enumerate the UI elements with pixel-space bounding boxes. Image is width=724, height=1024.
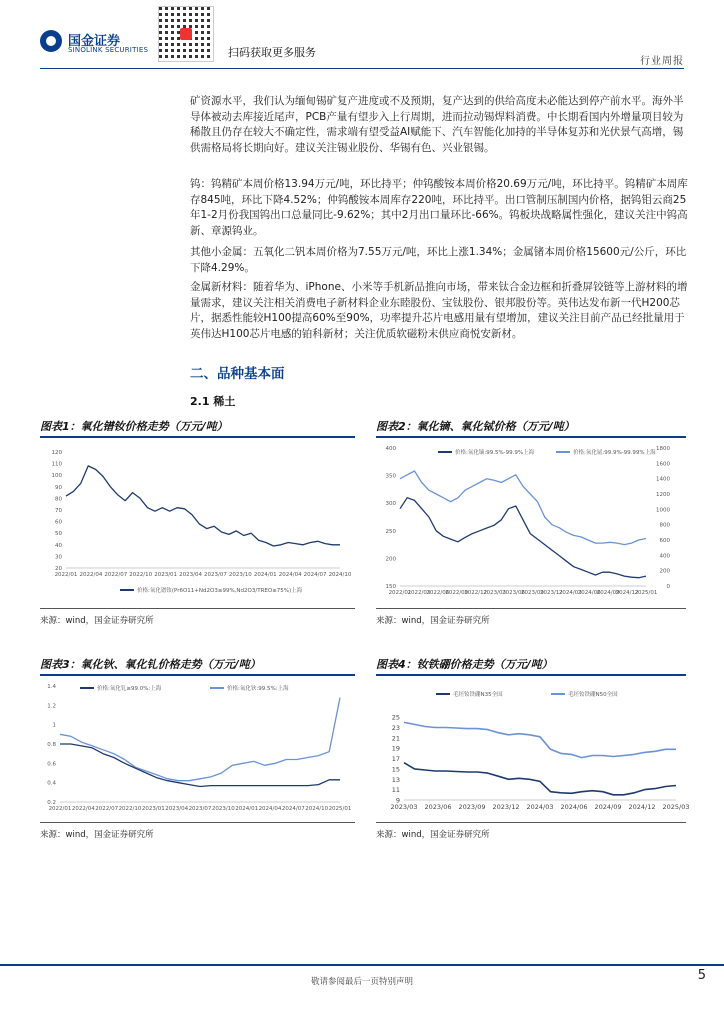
figure-1-source: 来源：wind，国金证券研究所: [40, 616, 154, 626]
y-right-tick-label: 200: [659, 568, 670, 575]
x-tick-label: 2023/10: [211, 806, 235, 812]
x-tick-label: 2023/06: [424, 803, 452, 811]
y-right-tick-label: 400: [659, 553, 670, 560]
x-tick-label: 2024/09: [596, 590, 620, 596]
y-right-tick-label: 1000: [656, 507, 670, 514]
y-tick-label: 60: [55, 519, 62, 526]
page-header: [0, 0, 724, 70]
paragraph-tin: 矿资源水平，我们认为缅甸锡矿复产进度或不及预期，复产达到的供给高度未必能达到停产前水平。海外半导体被动去库接近尾声，PCB产量有望步入上行周期，进而拉动锡焊料消费。中长期看国内外增量项目较为稀散且仍存在较大不确定性，需求端有望受益AI赋能下、汽车智能化加持的半导体复苏和光伏景气高增，锡供需格局将长期向好。建议关注锡业股份、华锡有色、兴业银锡。: [190, 95, 684, 154]
legend-ndfeb-n35-label: 毛坯钕铁硼N35全国: [453, 692, 503, 698]
x-tick-label: 2024/06: [577, 590, 601, 596]
x-tick-label: 2022/01: [54, 572, 78, 578]
y-tick-label: 23: [391, 724, 400, 733]
y-right-tick-label: 1400: [656, 476, 670, 483]
paragraph-tungsten: 钨：钨精矿本周价格13.94万元/吨，环比持平；仲钨酸铵本周价格20.69万元/吨，环比持平。钨精矿本周库存845吨，环比下降4.52%；仲钨酸铵本周库存220吨，环比持平。出口管制压制国内价格，据钨钼云商25年1-2月份我国钨出口总量同比-9.62%；其中2月出口量环比-66%。钨板块战略属性强化，建议关注中钨高新、章源钨业。: [190, 178, 688, 237]
x-tick-label: 2023/12: [492, 803, 520, 811]
legend-ho-oxide-label: 价格:氧化钬:99.5%:上海: [227, 686, 289, 692]
y-tick-label: 50: [55, 531, 62, 538]
y-right-tick-label: 1200: [656, 492, 670, 498]
y-tick-label: 11: [391, 786, 400, 795]
y-tick-label: 25: [391, 713, 400, 722]
x-tick-label: 2023/04: [165, 806, 189, 812]
y-left-tick-label: 200: [385, 556, 396, 563]
x-tick-label: 2022/01: [48, 806, 72, 812]
y-tick-label: 13: [391, 775, 400, 784]
x-tick-label: 2024/12: [628, 803, 656, 811]
x-tick-label: 2024/06: [560, 803, 588, 811]
x-tick-label: 2025/01: [328, 806, 352, 812]
x-tick-label: 2022/04: [79, 572, 103, 578]
legend-pr-nd-oxide-label: 价格:氧化镨钕(Pr6O11+Nd2O3≥99%,Nd2O3/TREO≥75%)上海: [137, 588, 303, 594]
x-tick-label: 2024/04: [278, 572, 302, 578]
qr-center-logo-icon: [180, 28, 192, 40]
x-tick-label: 2023/12: [539, 590, 563, 596]
y-tick-label: 70: [55, 508, 62, 514]
x-tick-label: 2024/10: [328, 572, 352, 578]
figure-3-top-rule: [40, 674, 355, 676]
footer-disclaimer: 敬请参阅最后一页特别声明: [310, 977, 413, 987]
x-tick-label: 2024/03: [558, 590, 582, 596]
y-tick-label: 20: [55, 566, 62, 572]
x-tick-label: 2022/10: [118, 806, 142, 812]
series-line-ndfeb-n50: [404, 722, 676, 757]
x-tick-label: 2024/01: [253, 572, 277, 578]
figure-4-top-rule: [376, 674, 686, 676]
figure-3-title: 图表3：氧化钬、氧化钆价格走势（万元/吨）: [40, 658, 261, 671]
paragraph-new-materials: 金属新材料：随着华为、iPhone、小米等手机新品推向市场，带来钛合金边框和折叠屏铰链等上游材料的增量需求，建议关注相关消费电子新材料企业东睦股份、宝钛股份、银邦股份等。英伟达发布新一代H200芯片，据悉性能较H100提高60%至90%，功率提升芯片电感用量有望增加，建议关注目前产品已经批量用于英伟达H100芯片电感的铂科新材；关注优质软磁粉末供应商悦安新材。: [190, 281, 688, 340]
figure-3-chart: [40, 678, 355, 818]
x-tick-label: 2023/03: [483, 590, 507, 596]
y-tick-label: 110: [51, 461, 62, 468]
y-tick-label: 1.2: [47, 703, 56, 710]
document-type: 行业周报: [640, 56, 684, 67]
x-tick-label: 2024/09: [594, 803, 622, 811]
y-tick-label: 0.2: [47, 800, 56, 806]
y-left-tick-label: 350: [385, 473, 396, 480]
x-tick-label: 2023/03: [390, 803, 418, 811]
y-right-tick-label: 1800: [656, 446, 670, 452]
figure-1-chart: [40, 440, 355, 605]
x-tick-label: 2023/07: [204, 572, 227, 578]
x-tick-label: 2023/10: [228, 572, 252, 578]
page-number: 5: [697, 968, 706, 983]
y-right-tick-label: 800: [659, 522, 670, 529]
y-tick-label: 100: [51, 473, 62, 480]
paragraph-minor-metals: 其他小金属：五氧化二钒本周价格为7.55万元/吨，环比上涨1.34%；金属锗本周价格15600元/公斤，环比下降4.29%。: [190, 246, 687, 274]
x-tick-label: 2025/01: [634, 590, 658, 596]
series-line-ndfeb-n35: [404, 763, 676, 795]
x-tick-label: 2022/03: [407, 590, 431, 596]
x-tick-label: 2023/01: [154, 572, 178, 578]
y-right-tick-label: 1600: [656, 461, 670, 468]
header-divider: [40, 68, 684, 69]
y-tick-label: 40: [55, 542, 62, 549]
y-tick-label: 120: [51, 450, 62, 456]
x-tick-label: 2022/01: [388, 590, 412, 596]
x-tick-label: 2022/04: [71, 806, 95, 812]
subsection-heading: 2.1 稀土: [190, 395, 236, 408]
figure-4-source: 来源：wind，国金证券研究所: [376, 830, 490, 840]
x-tick-label: 2024/07: [281, 806, 305, 812]
figure-4-chart: [376, 678, 690, 818]
y-tick-label: 90: [55, 484, 62, 491]
figure-2-top-rule: [376, 436, 686, 438]
y-tick-label: 21: [391, 734, 400, 743]
x-tick-label: 2024/10: [305, 806, 329, 812]
x-tick-label: 2023/06: [502, 590, 525, 596]
legend-dy-oxide-label: 价格:氧化镝:99.5%-99.9%上海: [455, 450, 535, 456]
series-line-tb-oxide: [400, 471, 646, 545]
legend-gd-oxide-label: 价格:氧化钆≥99.0%:上海: [97, 686, 162, 692]
x-tick-label: 2022/12: [464, 590, 488, 596]
x-tick-label: 2023/09: [458, 803, 486, 811]
y-right-tick-label: 600: [659, 538, 670, 544]
figure-4-title: 图表4：钕铁硼价格走势（万元/吨）: [376, 658, 553, 671]
y-left-tick-label: 400: [385, 446, 396, 452]
x-tick-label: 2025/03: [662, 803, 690, 811]
x-tick-label: 2024/01: [235, 806, 259, 812]
y-tick-label: 1.4: [47, 684, 56, 690]
x-tick-label: 2022/07: [104, 572, 128, 578]
figure-1-bottom-rule: [40, 608, 355, 609]
x-tick-label: 2024/12: [615, 590, 639, 596]
legend-tb-oxide-label: 价格:氧化铽:99.9%-99.99%上海: [573, 450, 656, 456]
x-tick-label: 2023/01: [141, 806, 165, 812]
figure-2-title: 图表2：氧化镝、氧化铽价格（万元/吨）: [376, 420, 575, 433]
figure-1-top-rule: [40, 436, 355, 438]
scan-prompt: 扫码获取更多服务: [228, 46, 316, 59]
y-tick-label: 9: [395, 796, 400, 805]
y-right-tick-label: 0: [666, 584, 670, 590]
figure-2-bottom-rule: [376, 608, 686, 609]
x-tick-label: 2024/07: [303, 572, 327, 578]
figure-3-bottom-rule: [40, 822, 355, 823]
brand-name-cn: 国金证券: [68, 34, 121, 49]
brand-name-en: SINOLINK SECURITIES: [68, 46, 149, 54]
section-heading: 二、品种基本面: [190, 366, 285, 382]
y-tick-label: 0.8: [47, 742, 56, 748]
figure-4-bottom-rule: [376, 822, 686, 823]
x-tick-label: 2022/07: [95, 806, 119, 812]
legend-ndfeb-n50-label: 毛坯钕铁硼N50全国: [568, 692, 618, 698]
x-tick-label: 2024/04: [258, 806, 282, 812]
figure-3-source: 来源：wind，国金证券研究所: [40, 830, 154, 840]
y-tick-label: 15: [391, 765, 400, 774]
footer-divider: [0, 964, 724, 966]
x-tick-label: 2023/04: [179, 572, 202, 578]
x-tick-label: 2023/09: [521, 590, 544, 596]
y-tick-label: 80: [55, 496, 62, 503]
y-tick-label: 30: [55, 554, 62, 561]
series-line-dy-oxide: [400, 498, 646, 578]
figure-1-title: 图表1：氧化镨钕价格走势（万元/吨）: [40, 420, 228, 433]
x-tick-label: 2022/10: [129, 572, 153, 578]
series-line-ho-oxide: [60, 698, 340, 781]
y-left-tick-label: 250: [385, 528, 396, 535]
sinolink-logo-icon: [40, 30, 62, 52]
x-tick-label: 2022/09: [445, 590, 469, 596]
y-tick-label: 0.6: [47, 761, 56, 768]
y-tick-label: 1: [52, 722, 56, 729]
figure-2-source: 来源：wind，国金证券研究所: [376, 616, 490, 626]
y-tick-label: 0.4: [47, 780, 56, 787]
y-left-tick-label: 150: [385, 584, 396, 590]
x-tick-label: 2023/07: [188, 806, 212, 812]
figure-2-chart: [376, 440, 686, 605]
series-line-gd-oxide: [60, 744, 340, 787]
y-tick-label: 17: [391, 755, 400, 764]
y-left-tick-label: 300: [385, 501, 396, 508]
series-line-pr-nd-oxide: [66, 466, 340, 546]
y-tick-label: 19: [391, 744, 400, 753]
x-tick-label: 2024/03: [526, 803, 554, 811]
x-tick-label: 2022/06: [426, 590, 450, 596]
